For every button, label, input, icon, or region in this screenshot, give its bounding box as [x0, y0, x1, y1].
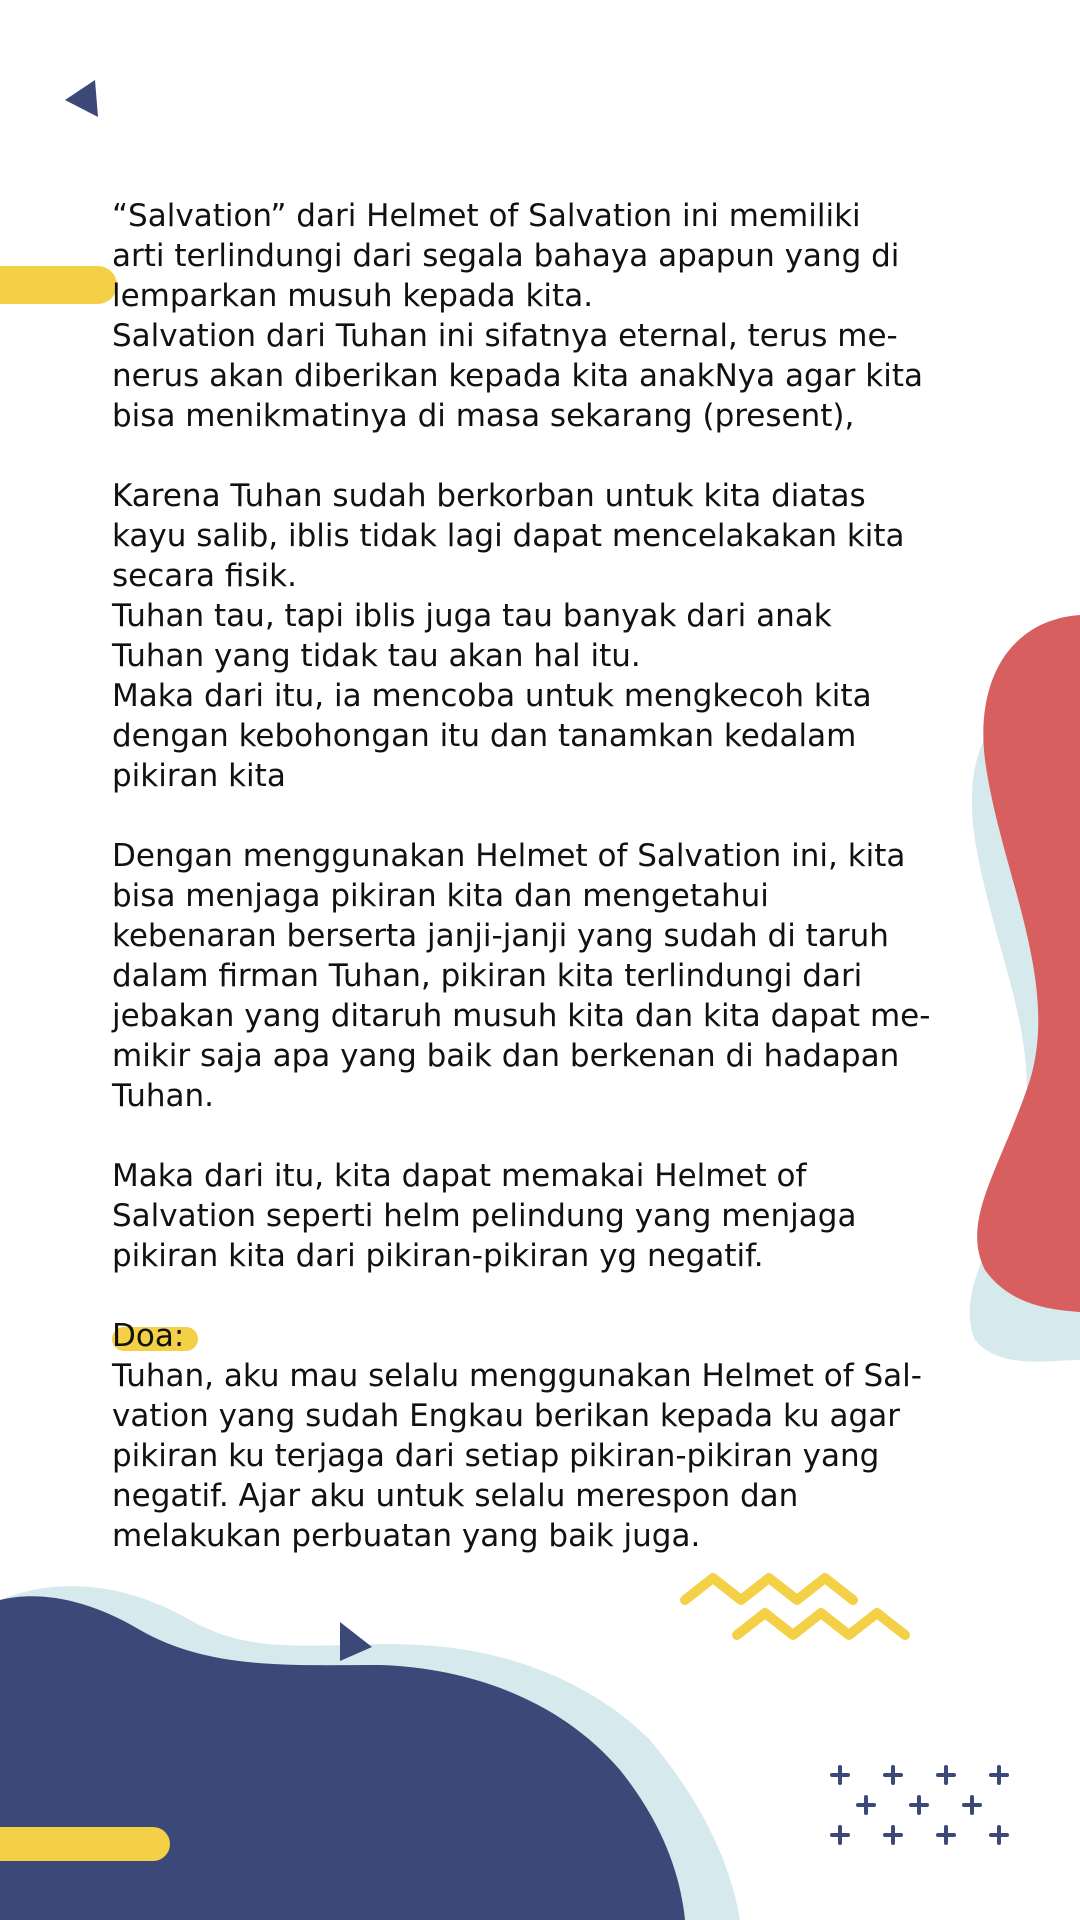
- doa-prayer-text: Tuhan, aku mau selalu menggunakan Helmet of Sal- vation yang sudah Engkau berikan kepada ku agar pikiran ku terjaga dari setiap pikiran-pikiran yang negatif. Ajar aku untuk selalu merespon dan melakukan perbuatan yang baik juga.: [112, 1358, 922, 1554]
- paragraph-helmet-use: Dengan menggunakan Helmet of Salvation ini, kita bisa menjaga pikiran kita dan mengetahui kebenaran berserta janji-janji yang sudah di taruh dalam firman Tuhan, pikiran kita terlindungi dari jebakan yang ditaruh musuh kita dan kita dapat me- mikir saja apa yang baik dan berkenan di hadapan Tuhan.: [112, 838, 931, 1114]
- doa-heading-text: Doa:: [112, 1318, 185, 1354]
- paragraph-gap: [112, 436, 962, 476]
- yellow-bar-top: [0, 266, 117, 304]
- paragraph-sacrifice: Karena Tuhan sudah berkorban untuk kita diatas kayu salib, iblis tidak lagi dapat mencelakakan kita secara fisik. Tuhan tau, tapi iblis juga tau banyak dari anak Tuhan yang tidak tau akan hal itu. Maka dari itu, ia mencoba untuk mengkecoh kita dengan kebohongan itu dan tanamkan kedalam pikiran kita: [112, 478, 905, 794]
- paragraph-conclusion: Maka dari itu, kita dapat memakai Helmet of Salvation seperti helm pelindung yang menjaga pikiran kita dari pikiran-pikiran yg negatif.: [112, 1158, 857, 1274]
- zigzag-icon: [737, 1613, 905, 1635]
- paragraph-gap: [112, 1116, 962, 1156]
- paragraph-salvation-meaning: “Salvation” dari Helmet of Salvation ini memiliki arti terlindungi dari segala bahaya apapun yang di lemparkan musuh kepada kita. Salvation dari Tuhan ini sifatnya eternal, terus me- nerus akan diberikan kepada kita anakNya agar kita bisa menikmatinya di masa sekarang (present),: [112, 198, 923, 434]
- article-body: [112, 196, 962, 1556]
- yellow-bar-bottom: [0, 1827, 170, 1861]
- zigzag-icon: [685, 1578, 853, 1600]
- triangle-icon: [65, 80, 98, 117]
- plus-grid-icon: [832, 1767, 1007, 1843]
- paragraph-gap: [112, 1276, 962, 1316]
- doa-heading: [112, 1316, 184, 1356]
- paragraph-gap: [112, 796, 962, 836]
